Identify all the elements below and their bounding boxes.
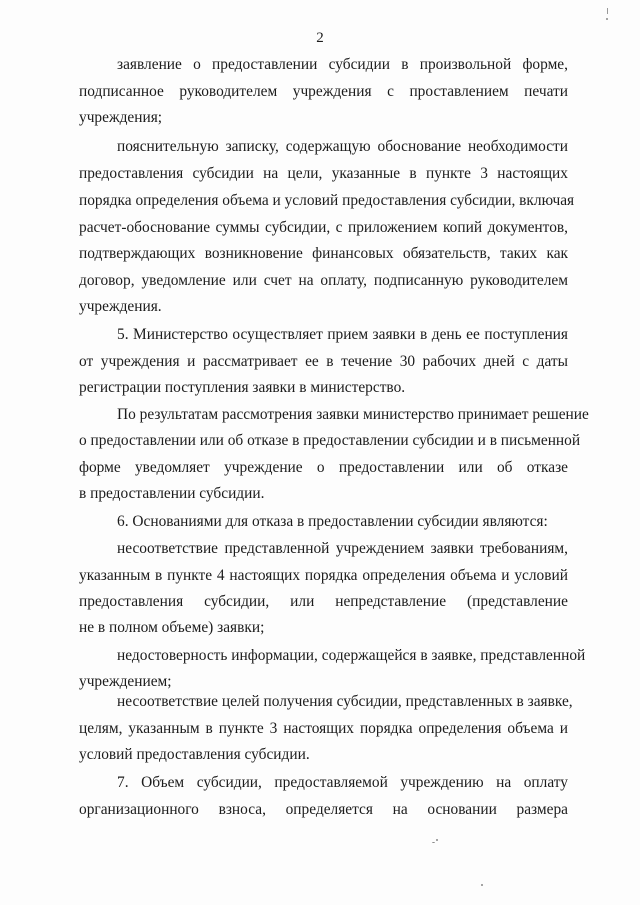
paragraph-explanatory-note-line-4: расчет-обоснование суммы субсидии, с приложением копий документов, (79, 219, 568, 236)
paragraph-explanatory-note-line-3: порядка определения объема и условий предоставления субсидии, включая (79, 192, 575, 209)
scan-speck-top-right (606, 18, 608, 20)
paragraph-application-line-2: подписанное руководителем учреждения с проставлением печати (79, 83, 568, 100)
paragraph-ground-3-line-2: целям, указанным в пункте 3 настоящих порядка определения объема и (79, 720, 568, 737)
paragraph-ground-1-line-1: несоответствие представленной учреждением заявки требованиям, (117, 540, 568, 557)
paragraph-explanatory-note-line-2: предоставления субсидии на цели, указанные в пункте 3 настоящих (79, 165, 568, 182)
paragraph-ground-3-line-3: условий предоставления субсидии. (79, 746, 310, 763)
paragraph-ground-3-line-1: несоответствие целей получения субсидии, представленных в заявке, (117, 693, 573, 710)
paragraph-item-6-line-1: 6. Основаниями для отказа в предоставлении субсидии являются: (117, 513, 548, 530)
page-number: 2 (316, 30, 324, 46)
scan-speck-bottom-3 (481, 884, 483, 886)
paragraph-ground-2-line-1: недостоверность информации, содержащейся в заявке, представленной (117, 647, 586, 664)
paragraph-ground-2-line-2: учреждением; (79, 673, 172, 690)
paragraph-decision-line-1: По результатам рассмотрения заявки министерство принимает решение (117, 406, 589, 423)
paragraph-decision-line-3: форме уведомляет учреждение о предоставлении или об отказе (79, 459, 568, 476)
paragraph-application-line-3: учреждения; (79, 109, 163, 126)
paragraph-ground-1-line-3: предоставления субсидии, или непредставление (представление (79, 593, 568, 610)
paragraph-item-7-line-2: организационного взноса, определяется на основании размера (79, 801, 568, 818)
paragraph-ground-1-line-2: указанным в пункте 4 настоящих порядка определения объема и условий (79, 567, 568, 584)
paragraph-decision-line-2: о предоставлении или об отказе в предоставлении субсидии и в письменной (79, 432, 581, 449)
paragraph-explanatory-note-line-6: договор, уведомление или счет на оплату, подписанную руководителем (79, 272, 568, 289)
scan-speck-bottom-1 (432, 842, 435, 843)
paragraph-ground-1-line-4: не в полном объеме) заявки; (79, 619, 265, 636)
paragraph-explanatory-note-line-1: пояснительную записку, содержащую обоснование необходимости (117, 138, 568, 155)
paragraph-decision-line-4: в предоставлении субсидии. (79, 485, 265, 502)
scan-speck-bottom-2 (436, 839, 438, 841)
paragraph-explanatory-note-line-7: учреждения. (79, 298, 162, 315)
paragraph-explanatory-note-line-5: подтверждающих возникновение финансовых обязательств, таких как (79, 245, 568, 262)
paragraph-item-5-line-3: регистрации поступления заявки в министерство. (79, 379, 406, 396)
paragraph-application-line-1: заявление о предоставлении субсидии в произвольной форме, (117, 56, 568, 73)
scan-artifact-top-right (607, 8, 608, 14)
paragraph-item-5-line-2: от учреждения и рассматривает ее в течение 30 рабочих дней с даты (79, 353, 568, 370)
paragraph-item-5-line-1: 5. Министерство осуществляет прием заявки в день ее поступления (117, 326, 568, 343)
paragraph-item-7-line-1: 7. Объем субсидии, предоставляемой учреждению на оплату (117, 774, 568, 791)
